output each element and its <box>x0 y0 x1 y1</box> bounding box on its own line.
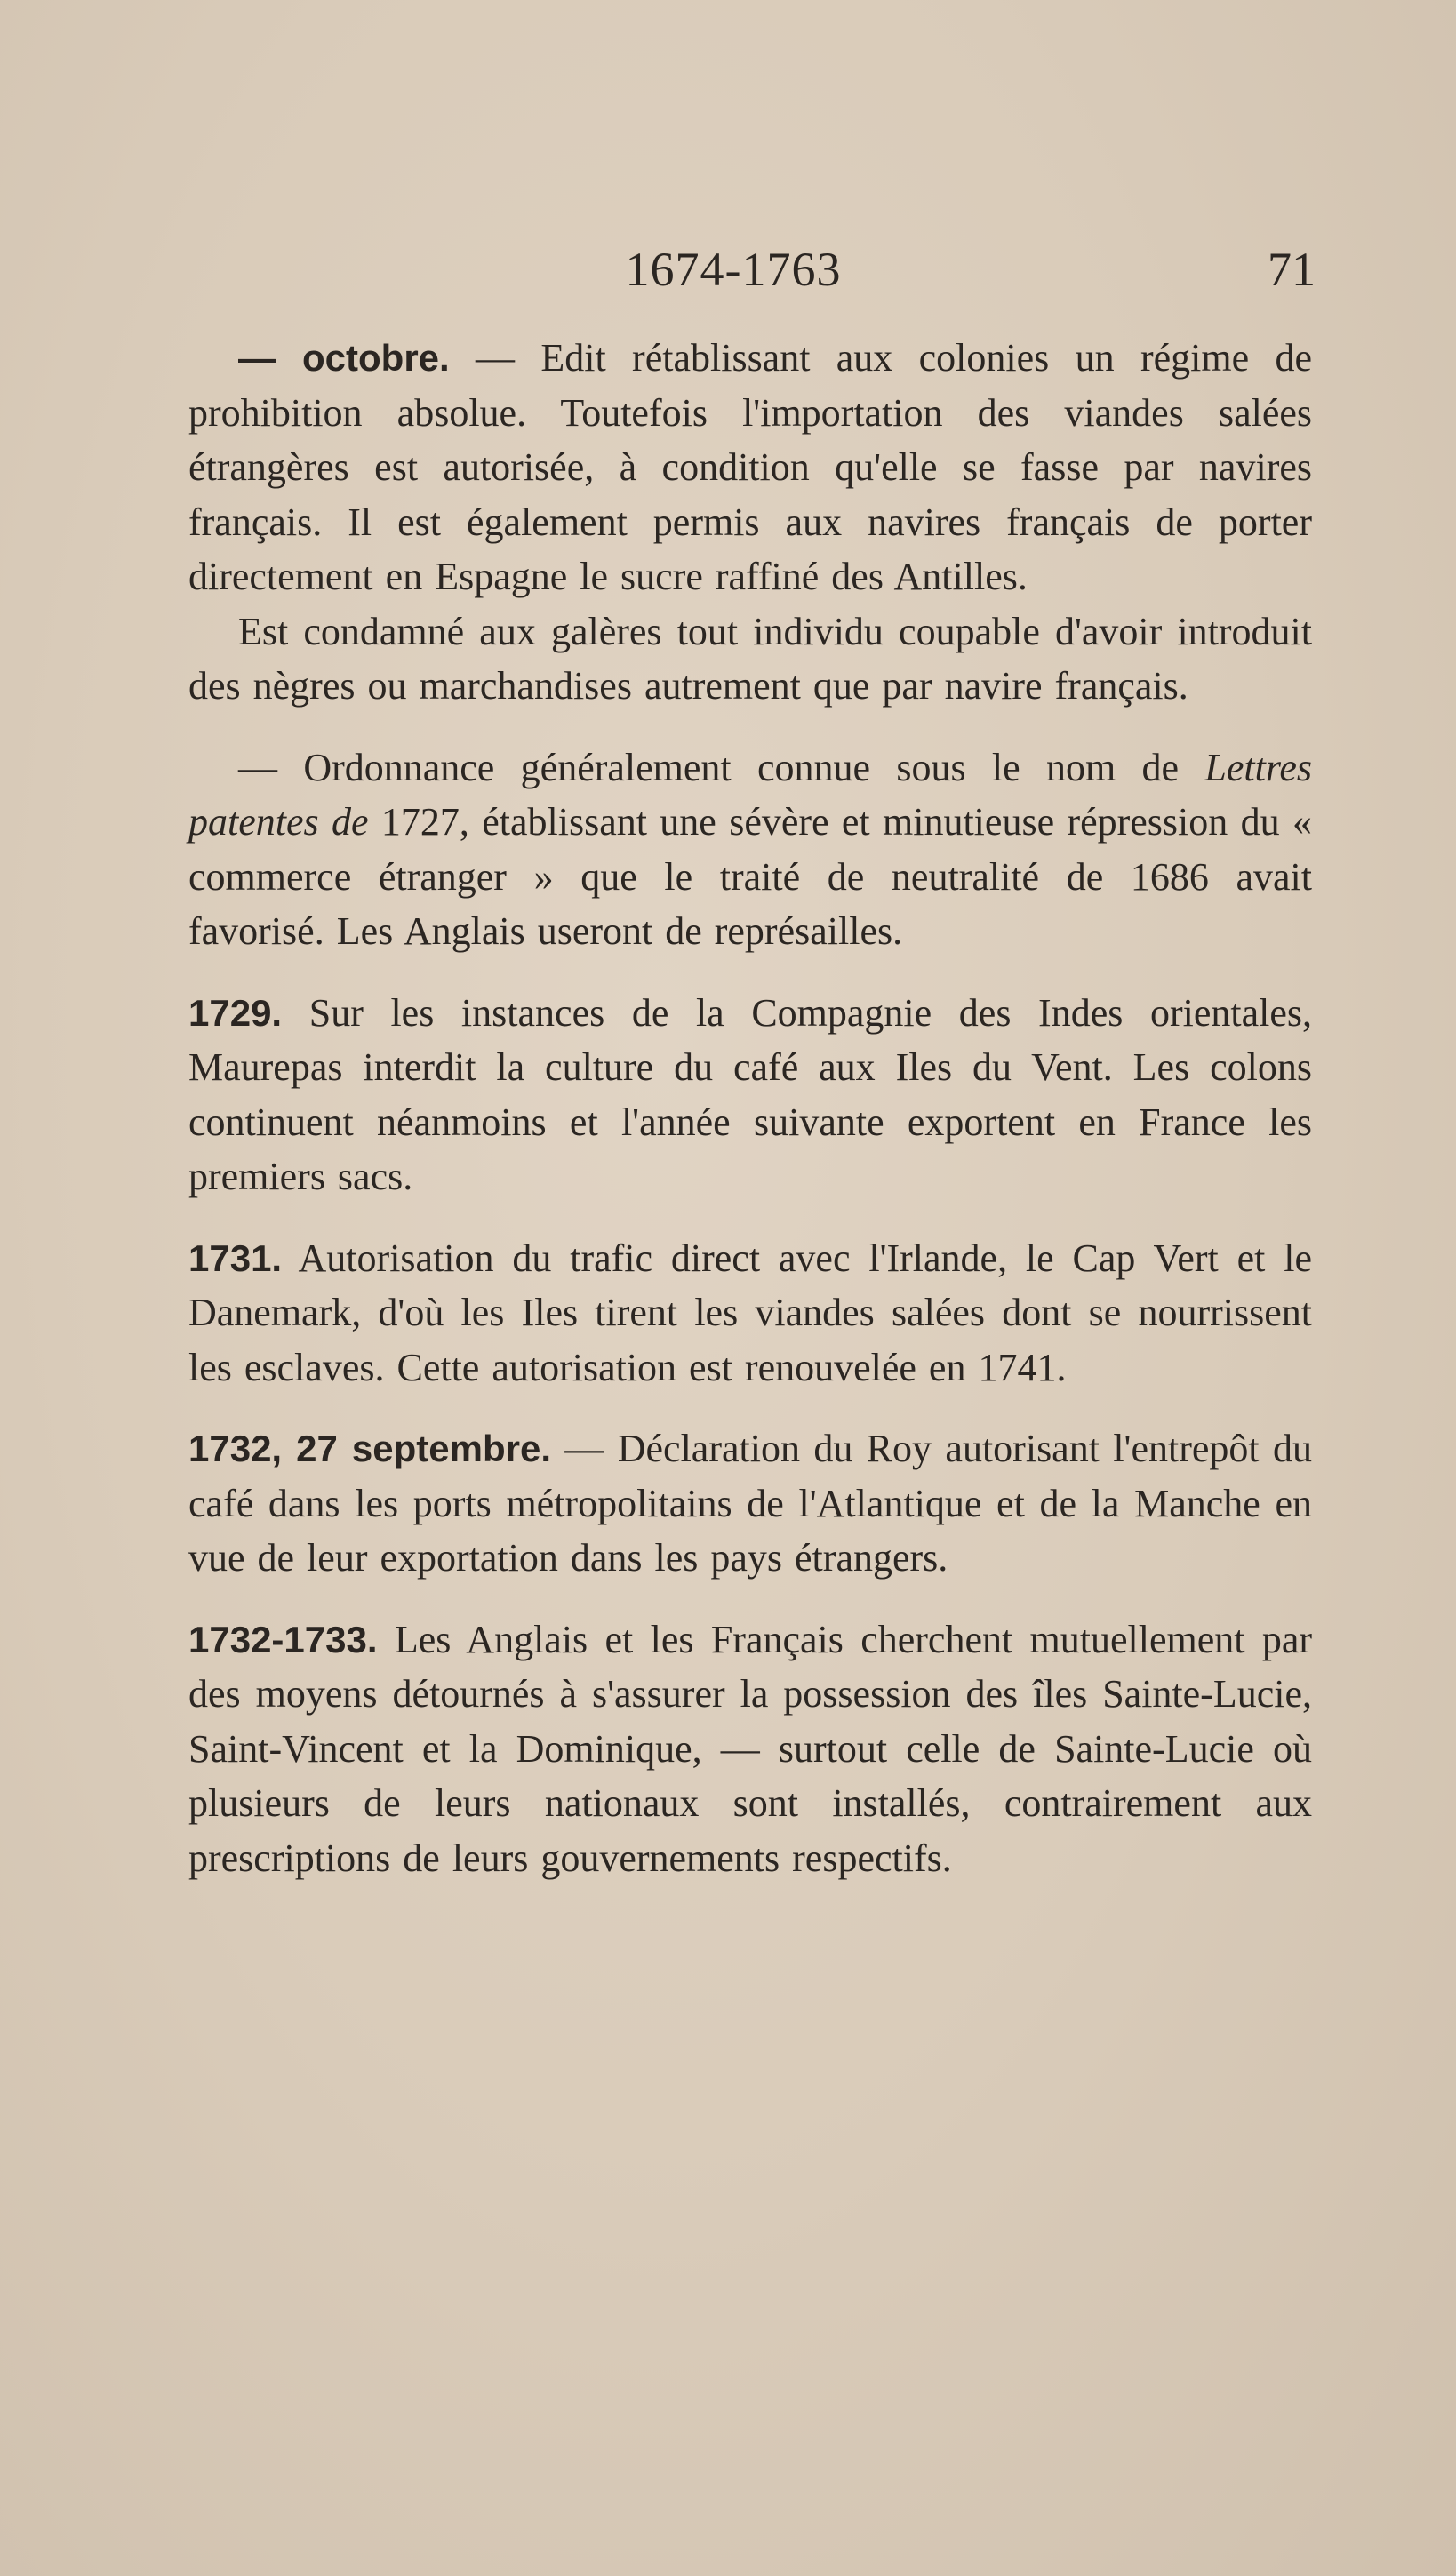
entry-date: 1732, 27 septembre. <box>188 1428 551 1469</box>
entry-1729 <box>188 986 1312 1204</box>
entry-galeres <box>188 604 1312 714</box>
entry-text: Est condamné aux galères tout individu coupable d'avoir introduit des nègres ou marchandises autrement que par navire français. <box>188 609 1312 708</box>
body-text <box>188 331 1312 1885</box>
entry-date: 1732-1733. <box>188 1618 378 1660</box>
entry-1732 <box>188 1421 1312 1586</box>
entry-date: 1729. <box>188 991 283 1034</box>
entry-text: 1727, établissant une sévère et minutieuse répression du « commerce étranger » que le traité de neutralité de 1686 avait favorisé. Les Anglais useront de représailles. <box>188 800 1312 953</box>
page-number: 71 <box>1268 243 1316 296</box>
running-head <box>187 238 1316 300</box>
entry-text: — Déclaration du Roy autorisant l'entrepôt du café dans les ports métropolitains de l'Atlantique et de la Manche en vue de leur exportation dans les pays étrangers. <box>188 1427 1312 1580</box>
entry-italic-title: Lettres patentes de <box>188 745 1312 844</box>
entry-octobre <box>188 331 1312 604</box>
running-title: 1674-1763 <box>625 243 842 296</box>
entry-lead: — Ordonnance généralement connue sous le nom de <box>238 745 1205 789</box>
entry-text: Sur les instances de la Compagnie des Indes orientales, Maurepas interdit la culture du café aux Iles du Vent. Les colons continuent néanmoins et l'année suivante exportent en France les premiers sacs. <box>188 990 1312 1198</box>
entry-date: 1731. <box>188 1236 283 1279</box>
entry-text: Autorisation du trafic direct avec l'Irlande, le Cap Vert et le Danemark, d'où les Iles tirent les viandes salées dont se nourrissent les esclaves. Cette autorisation est renouvelée en 1741. <box>188 1236 1312 1389</box>
entry-date: — octobre. <box>238 337 450 379</box>
entry-text: Les Anglais et les Français cherchent mutuellement par des moyens détournés à s'assurer la possession des îles Sainte-Lucie, Saint-Vincent et la Dominique, — surtout celle de Sainte-Lucie où plusieurs de leurs nationaux sont installés, contrairement aux prescriptions de leurs gouvernements respectifs. <box>188 1617 1312 1880</box>
entry-text: — Edit rétablissant aux colonies un régime de prohibition absolue. Toutefois l'importation des viandes salées étrangères est autorisée, à condition qu'elle se fasse par navires français. Il est également permis aux navires français de porter directement en Espagne le sucre raffiné des Antilles. <box>188 336 1312 598</box>
entry-1731 <box>188 1231 1312 1396</box>
entry-ordonnance <box>188 740 1312 959</box>
entry-1732-1733 <box>188 1612 1312 1886</box>
